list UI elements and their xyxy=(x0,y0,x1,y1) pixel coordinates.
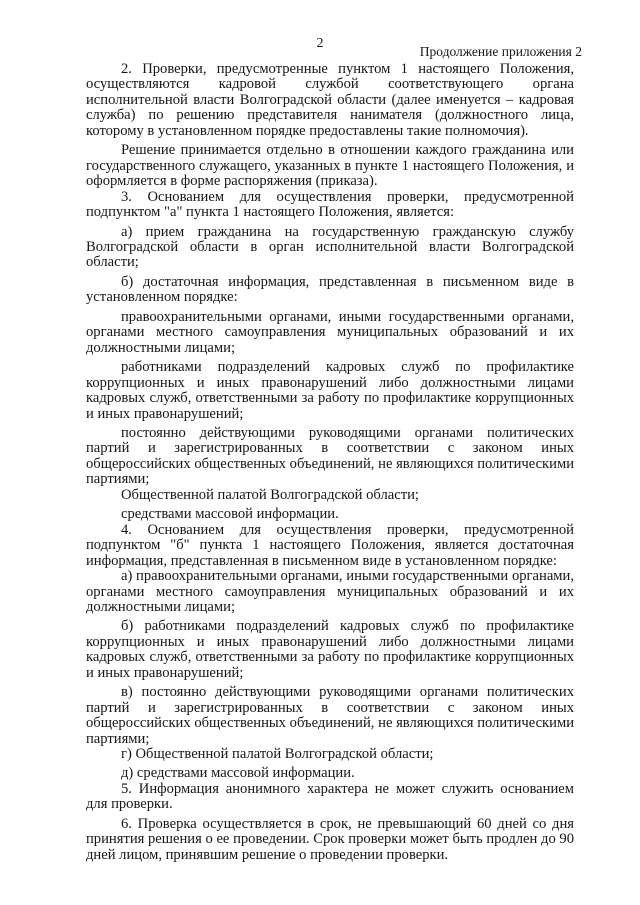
paragraph-5: 5. Информация анонимного характера не может служить основанием для проверки. xyxy=(86,780,574,813)
paragraph-4c: в) постоянно действующими руководящими органами политических партий и зарегистрированных в соответствии с законом иных общероссийских общественных объединений, не являющихся политическими партиями; xyxy=(86,684,574,747)
paragraph-3b-hr-staff: работниками подразделений кадровых служб по профилактике коррупционных и иных правонарушений либо должностными лицами кадровых служб, ответственными за работу по профилактике коррупционных и иных правонарушений; xyxy=(86,359,574,422)
paragraph-decision: Решение принимается отдельно в отношении каждого гражданина или государственного служащего, указанных в пункте 1 настоящего Положения, и оформляется в форме распоряжения (приказа). xyxy=(86,142,574,190)
paragraph-4b: б) работниками подразделений кадровых служб по профилактике коррупционных и иных правонарушений либо должностными лицами кадровых служб, ответственными за работу по профилактике коррупционных и иных правонарушений; xyxy=(86,618,574,681)
paragraph-2: 2. Проверки, предусмотренные пунктом 1 настоящего Положения, осуществляются кадровой службой соответствующего органа исполнительной власти Волгоградской области (далее именуется – кадровая служба) по решению представителя нанимателя (должностного лица, которому в установленном порядке предоставлены такие полномочия). xyxy=(86,61,574,139)
paragraph-4d: г) Общественной палатой Волгоградской области; xyxy=(121,746,434,763)
paragraph-3b-parties: постоянно действующими руководящими органами политических партий и зарегистрированных в соответствии с законом иных общероссийских общественных объединений, не являющихся политическими партиями; xyxy=(86,424,574,488)
paragraph-3b: б) достаточная информация, представленная в письменном виде в установленном порядке: xyxy=(86,273,574,306)
paragraph-4a: а) правоохранительными органами, иными государственными органами, органами местного самоуправления муниципальных образований и их должностными лицами; xyxy=(86,568,574,615)
paragraph-4: 4. Основанием для осуществления проверки, предусмотренной подпунктом "б" пункта 1 настоящего Положения, является достаточная информация, представленная в письменном виде в установленном порядке: xyxy=(86,521,574,569)
paragraph-3a: а) прием гражданина на государственную гражданскую службу Волгоградской области в орган исполнительной власти Волгоградской области; xyxy=(86,223,574,271)
paragraph-3b-public-chamber: Общественной палатой Волгоградской области; xyxy=(121,486,419,503)
paragraph-3: 3. Основанием для осуществления проверки, предусмотренной подпунктом "а" пункта 1 настоящего Положения, является: xyxy=(86,188,574,221)
paragraph-3b-law-enforcement: правоохранительными органами, иными государственными органами, органами местного самоуправления муниципальных образований и их должностными лицами; xyxy=(86,308,574,356)
page-number: 2 xyxy=(316,36,324,51)
document-body xyxy=(86,62,574,863)
paragraph-3b-media: средствами массовой информации. xyxy=(121,506,339,523)
paragraph-4e: д) средствами массовой информации. xyxy=(121,765,355,782)
paragraph-6: 6. Проверка осуществляется в срок, не превышающий 60 дней со дня принятия решения о ее проведении. Срок проверки может быть продлен до 90 дней лицом, принявшим решение о проведении проверки. xyxy=(86,815,574,863)
continuation-label: Продолжение приложения 2 xyxy=(419,44,582,59)
